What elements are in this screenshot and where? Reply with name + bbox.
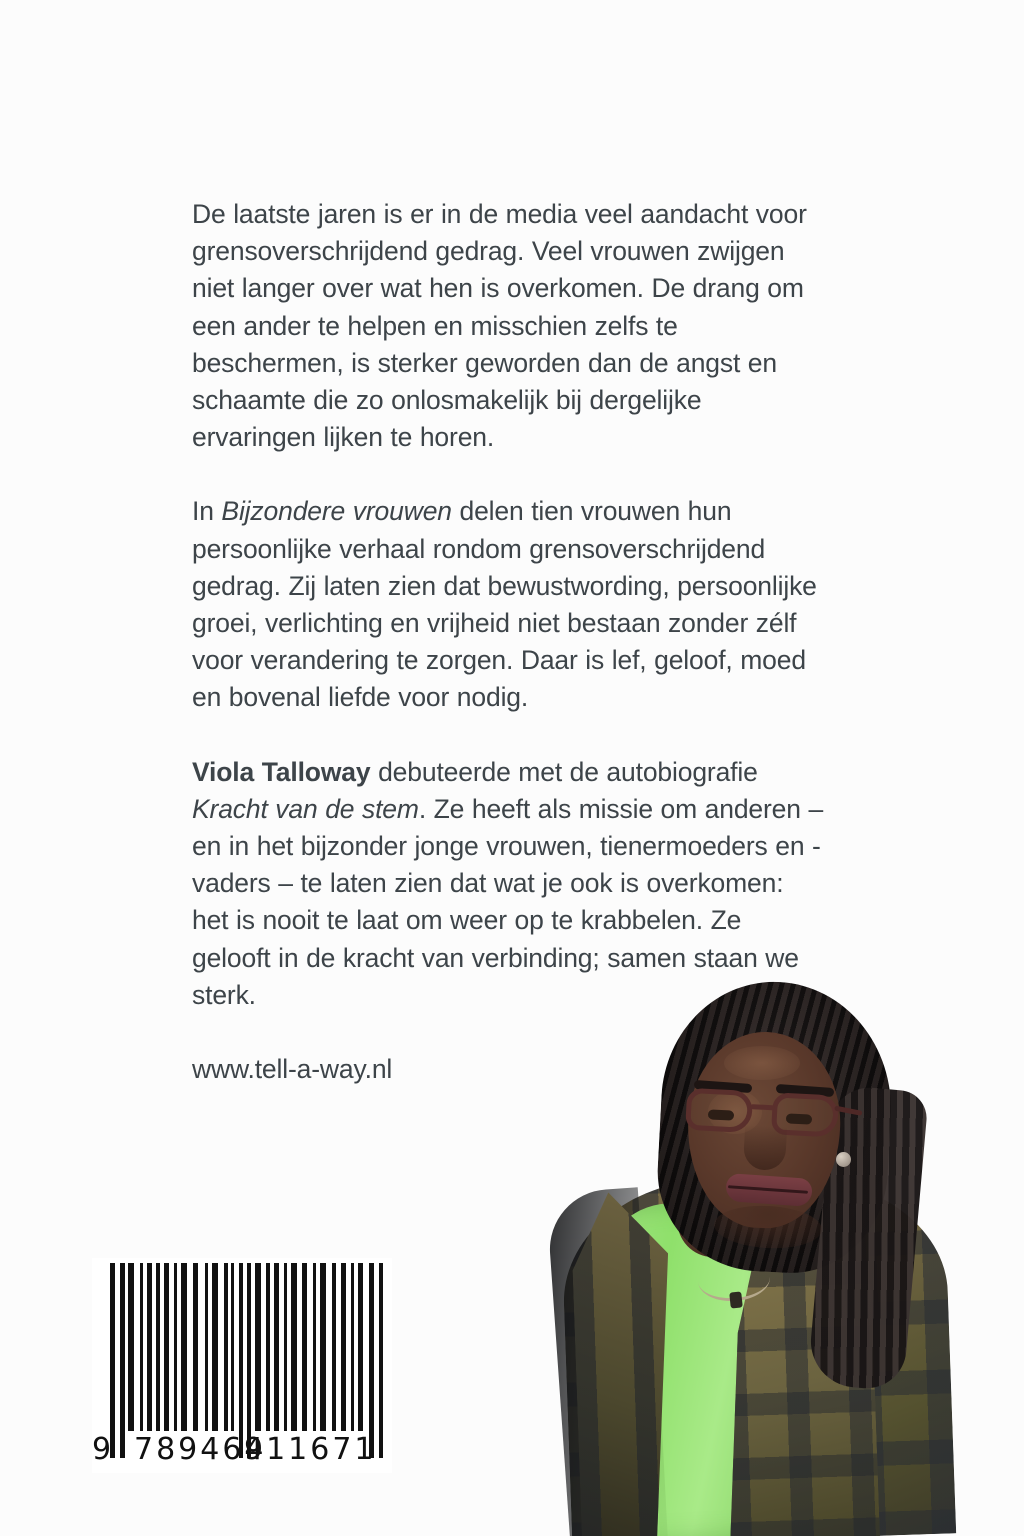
website-url[interactable]: www.tell-a-way.nl	[192, 1054, 393, 1085]
isbn-barcode	[92, 1258, 392, 1473]
author-bio-paragraph	[192, 754, 824, 1014]
back-cover-copy	[192, 196, 824, 1088]
blurb-paragraph-1: De laatste jaren is er in de media veel aandacht voor grensoverschrijdend gedrag. Veel vrouwen zwijgen niet langer over wat hen is overkomen. De drang om een ander te helpen en misschien zelfs te beschermen, is sterker geworden dan de angst en schaamte die zo onlosmakelijk bij dergelijke ervaringen lijken te horen.	[192, 199, 807, 453]
author-bio-rest: . Ze heeft als missie om anderen – en in het bijzonder jonge vrouwen, tienermoeders en -vaders – te laten zien dat wat je ook is overkomen: het is nooit te laat om weer op te krabbelen. Ze gelooft in de kracht van verbinding; samen staan we sterk.	[192, 793, 824, 1010]
author-name: Viola Talloway	[192, 756, 371, 787]
eyeglass-bridge	[750, 1104, 774, 1110]
previous-book-title: Kracht van de stem	[192, 793, 419, 824]
blurb-paragraph-2-rest: delen tien vrouwen hun persoonlijke verhaal rondom grensoverschrijdend gedrag. Zij laten zien dat bewustwording, persoonlijke groei, verlichting en vrijheid niet bestaan zonder zélf voor verandering te zorgen. Daar is lef, geloof, moed en bovenal liefde voor nodig.	[192, 496, 817, 713]
barcode-right-group: 911671	[244, 1432, 377, 1467]
barcode-lead-digit: 9	[92, 1432, 112, 1467]
author-bio-lead-in: debuteerde met de autobiografie	[370, 756, 758, 787]
blurb-paragraph-2-prefix: In	[192, 496, 222, 527]
barcode-left-group: 789464	[134, 1432, 267, 1467]
earring	[836, 1152, 851, 1167]
blurb-paragraph-2	[192, 493, 824, 716]
necklace-pendant	[729, 1291, 743, 1308]
barcode-human-readable	[92, 1430, 392, 1470]
eyeglass-lens-left	[685, 1088, 753, 1133]
book-title-bijzondere-vrouwen: Bijzondere vrouwen	[221, 496, 452, 527]
